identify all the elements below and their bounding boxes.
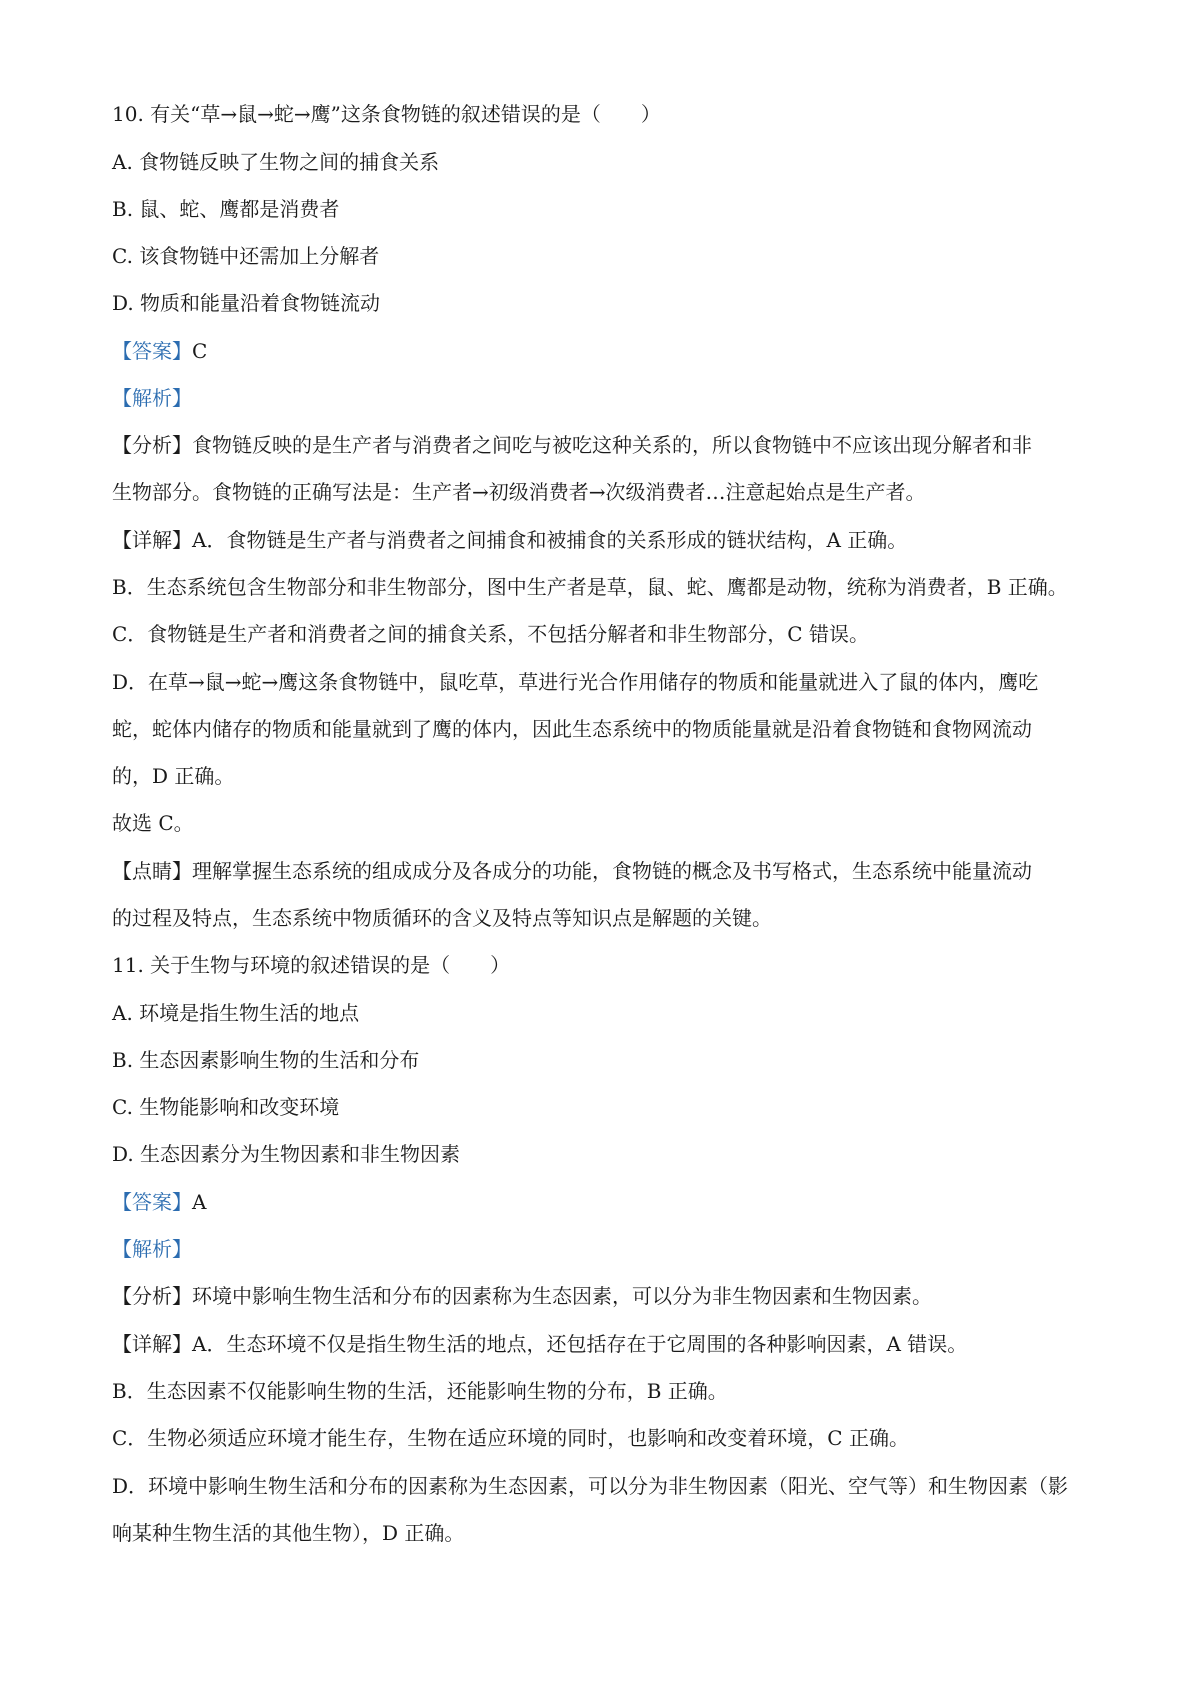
q11-answer: [112, 1188, 1102, 1216]
q10-answer-value: C: [192, 339, 208, 363]
q11-analysis: 【分析】环境中影响生物生活和分布的因素称为生态因素，可以分为非生物因素和生物因素。: [112, 1284, 932, 1308]
q10-option-b: B. 鼠、蛇、鹰都是消费者: [112, 197, 340, 221]
q10-analysis-1: 【分析】食物链反映的是生产者与消费者之间吃与被吃这种关系的，所以食物链中不应该出现分解者和非: [112, 433, 1032, 457]
q10-detail-d-1: D．在草→鼠→蛇→鹰这条食物链中，鼠吃草，草进行光合作用储存的物质和能量就进入了鼠的体内，鹰吃: [112, 670, 1039, 694]
q10-analysis-2: 生物部分。食物链的正确写法是：生产者→初级消费者→次级消费者…注意起始点是生产者。: [112, 480, 926, 504]
q11-detail-d-2: 响某种生物生活的其他生物），D 正确。: [112, 1521, 465, 1545]
q11-stem: 11. 关于生物与环境的叙述错误的是（ ）: [112, 953, 511, 977]
q10-answer: [112, 337, 1102, 365]
q10-option-c: C. 该食物链中还需加上分解者: [112, 244, 380, 268]
q11-jiexi-tag: 【解析】: [112, 1237, 192, 1261]
q10-conclusion: 故选 C。: [112, 811, 194, 835]
q10-option-a: A. 食物链反映了生物之间的捕食关系: [112, 150, 440, 174]
q11-detail-b: B．生态因素不仅能影响生物的生活，还能影响生物的分布，B 正确。: [112, 1379, 728, 1403]
q11-option-b: B. 生态因素影响生物的生活和分布: [112, 1048, 420, 1072]
q10-stem: 10. 有关“草→鼠→蛇→鹰”这条食物链的叙述错误的是（ ）: [112, 102, 661, 126]
q11-detail-c: C．生物必须适应环境才能生存，生物在适应环境的同时，也影响和改变着环境，C 正确。: [112, 1426, 909, 1450]
q10-option-d: D. 物质和能量沿着食物链流动: [112, 291, 381, 315]
q10-comment-1: 【点睛】理解掌握生态系统的组成成分及各成分的功能，食物链的概念及书写格式，生态系统中能量流动: [112, 859, 1032, 883]
q11-option-a: A. 环境是指生物生活的地点: [112, 1001, 360, 1025]
q10-detail-d-3: 的，D 正确。: [112, 764, 235, 788]
q11-answer-tag: 【答案】: [112, 1190, 192, 1214]
q10-detail-b: B．生态系统包含生物部分和非生物部分，图中生产者是草，鼠、蛇、鹰都是动物，统称为消费者，B 正确。: [112, 575, 1068, 599]
q11-detail-a: 【详解】A．生态环境不仅是指生物生活的地点，还包括存在于它周围的各种影响因素，A 错误。: [112, 1332, 968, 1356]
q11-answer-value: A: [192, 1190, 207, 1214]
q10-detail-a: 【详解】A．食物链是生产者与消费者之间捕食和被捕食的关系形成的链状结构，A 正确。: [112, 528, 908, 552]
q11-option-c: C. 生物能影响和改变环境: [112, 1095, 340, 1119]
q10-detail-c: C．食物链是生产者和消费者之间的捕食关系，不包括分解者和非生物部分，C 错误。: [112, 622, 869, 646]
q10-detail-d-2: 蛇，蛇体内储存的物质和能量就到了鹰的体内，因此生态系统中的物质能量就是沿着食物链和食物网流动: [112, 717, 1032, 741]
q11-detail-d-1: D．环境中影响生物生活和分布的因素称为生态因素，可以分为非生物因素（阳光、空气等）和生物因素（影: [112, 1474, 1069, 1498]
q11-option-d: D. 生态因素分为生物因素和非生物因素: [112, 1142, 461, 1166]
q10-comment-2: 的过程及特点，生态系统中物质循环的含义及特点等知识点是解题的关键。: [112, 906, 772, 930]
q10-jiexi-tag: 【解析】: [112, 386, 192, 410]
q10-answer-tag: 【答案】: [112, 339, 192, 363]
